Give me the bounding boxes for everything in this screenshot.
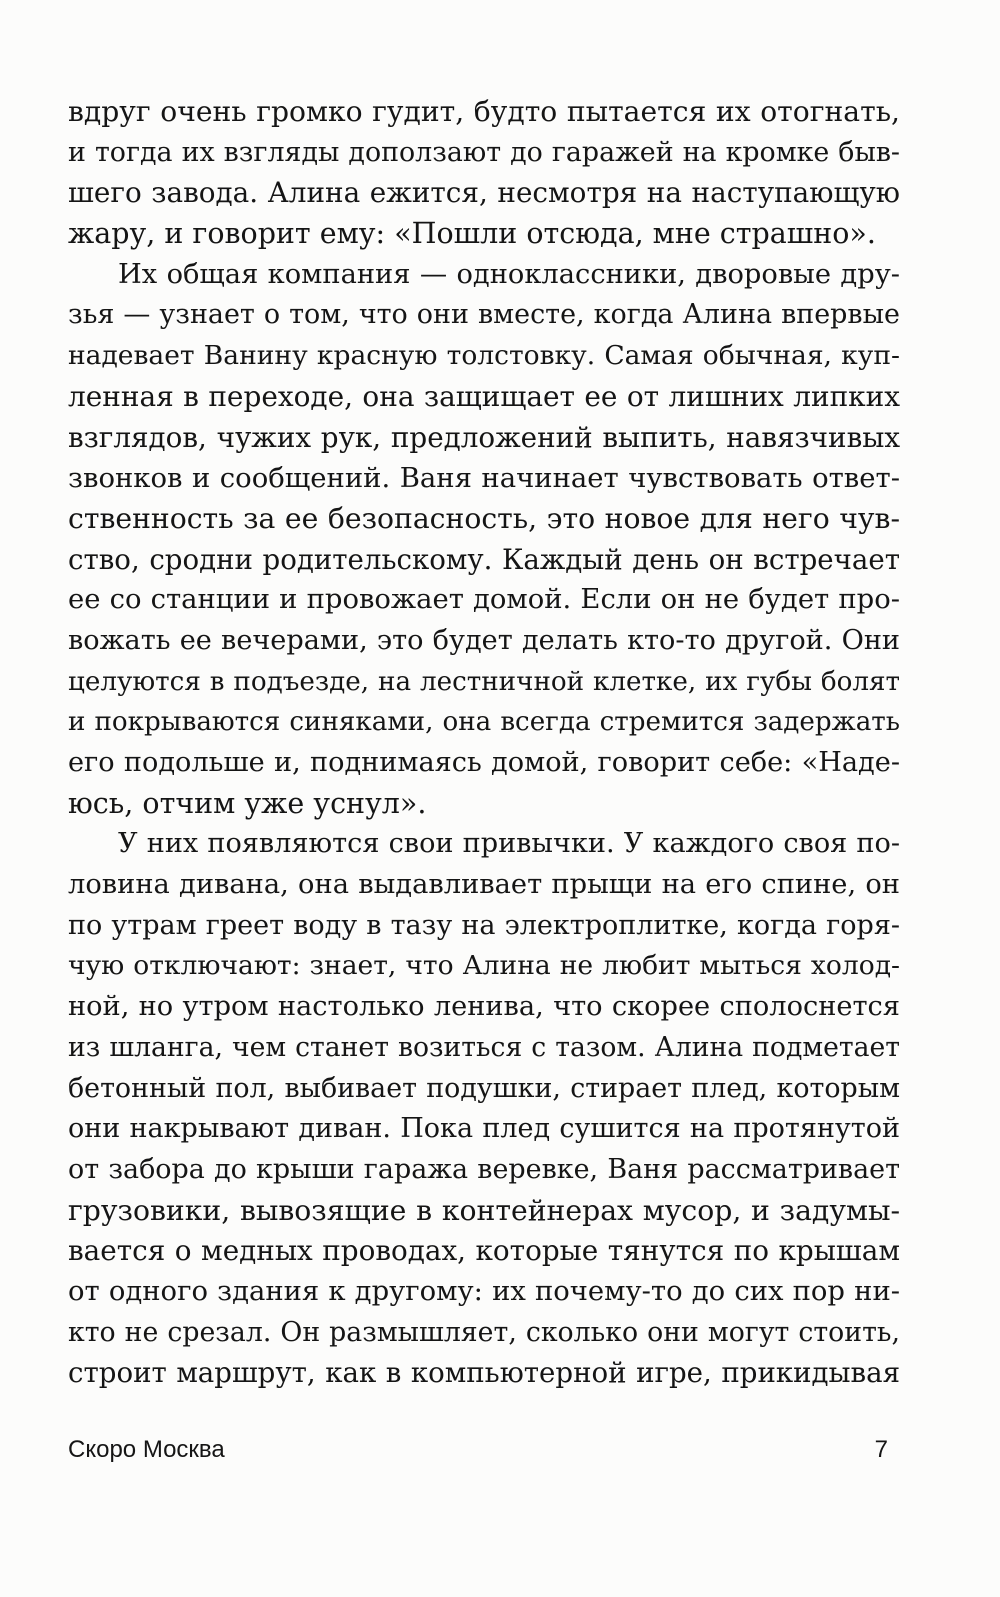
body-text xyxy=(68,92,900,1394)
text-line-29: вается о медных проводах, которые тянутся по крышам xyxy=(68,1234,900,1268)
text-line-15: целуются в подъезде, на лестничной клетке, их губы болят xyxy=(68,666,900,697)
text-line-11: ственность за ее безопасность, это новое для него чув- xyxy=(68,501,900,535)
text-line-8: ленная в переходе, она защищает ее от лишних липких xyxy=(68,379,900,413)
text-line-9: взглядов, чужих рук, предложений выпить, навязчивых xyxy=(68,420,900,454)
text-line-32: строит маршрут, как в компьютерной игре, прикидывая xyxy=(68,1356,900,1390)
text-line-30: от одного здания к другому: их почему-то до сих пор ни- xyxy=(68,1275,900,1307)
text-line-18: юсь, отчим уже уснул». xyxy=(68,786,427,820)
text-line-7: надевает Ванину красную толстовку. Самая обычная, куп- xyxy=(68,340,900,372)
text-line-16: и покрываются синяками, она всегда стремится задержать xyxy=(68,707,900,738)
text-line-6: зья — узнает о том, что они вместе, когда Алина впервые xyxy=(68,299,900,331)
text-line-14: вожать ее вечерами, это будет делать кто-то другой. Они xyxy=(68,624,900,656)
text-line-27: от забора до крыши гаража веревке, Ваня рассматривает xyxy=(68,1153,900,1185)
text-line-12: ство, сродни родительскому. Каждый день он встречает xyxy=(68,542,900,576)
text-line-4: жару, и говорит ему: «Пошли отсюда, мне страшно». xyxy=(68,217,876,251)
text-line-19: У них появляются свои привычки. У каждого своя по- xyxy=(118,828,900,860)
text-line-24: из шланга, чем станет возиться с тазом. Алина подметает xyxy=(68,1031,900,1063)
text-line-13: ее со станции и провожает домой. Если он не будет про- xyxy=(68,584,900,616)
text-line-21: по утрам греет воду в тазу на электроплитке, когда горя- xyxy=(68,909,900,941)
text-line-23: ной, но утром настолько ленива, что скорее сполоснется xyxy=(68,991,900,1023)
text-line-3: шего завода. Алина ежится, несмотря на наступающую xyxy=(68,176,900,210)
text-line-10: звонков и сообщений. Ваня начинает чувствовать ответ- xyxy=(68,462,900,495)
text-line-17: его подольше и, поднимаясь домой, говорит себе: «Наде- xyxy=(68,747,900,778)
text-line-5: Их общая компания — одноклассники, дворовые дру- xyxy=(118,258,900,290)
text-line-28: грузовики, вывозящие в контейнерах мусор, и задумы- xyxy=(68,1193,900,1227)
text-line-22: чую отключают: знает, что Алина не любит мыться холод- xyxy=(68,950,900,982)
text-line-31: кто не срезал. Он размышляет, сколько они могут стоить, xyxy=(68,1316,900,1348)
text-line-20: ловина дивана, она выдавливает прыщи на его спине, он xyxy=(68,869,900,901)
page-number: 7 xyxy=(874,1436,888,1463)
text-line-2: и тогда их взгляды доползают до гаражей на кромке быв- xyxy=(68,136,900,168)
text-line-1: вдруг очень громко гудит, будто пытается их отогнать, xyxy=(68,95,900,128)
running-footer-title: Скоро Москва xyxy=(68,1436,225,1463)
text-line-26: они накрывают диван. Пока плед сушится на протянутой xyxy=(68,1113,900,1145)
text-line-25: бетонный пол, выбивает подушки, стирает плед, которым xyxy=(68,1072,900,1104)
